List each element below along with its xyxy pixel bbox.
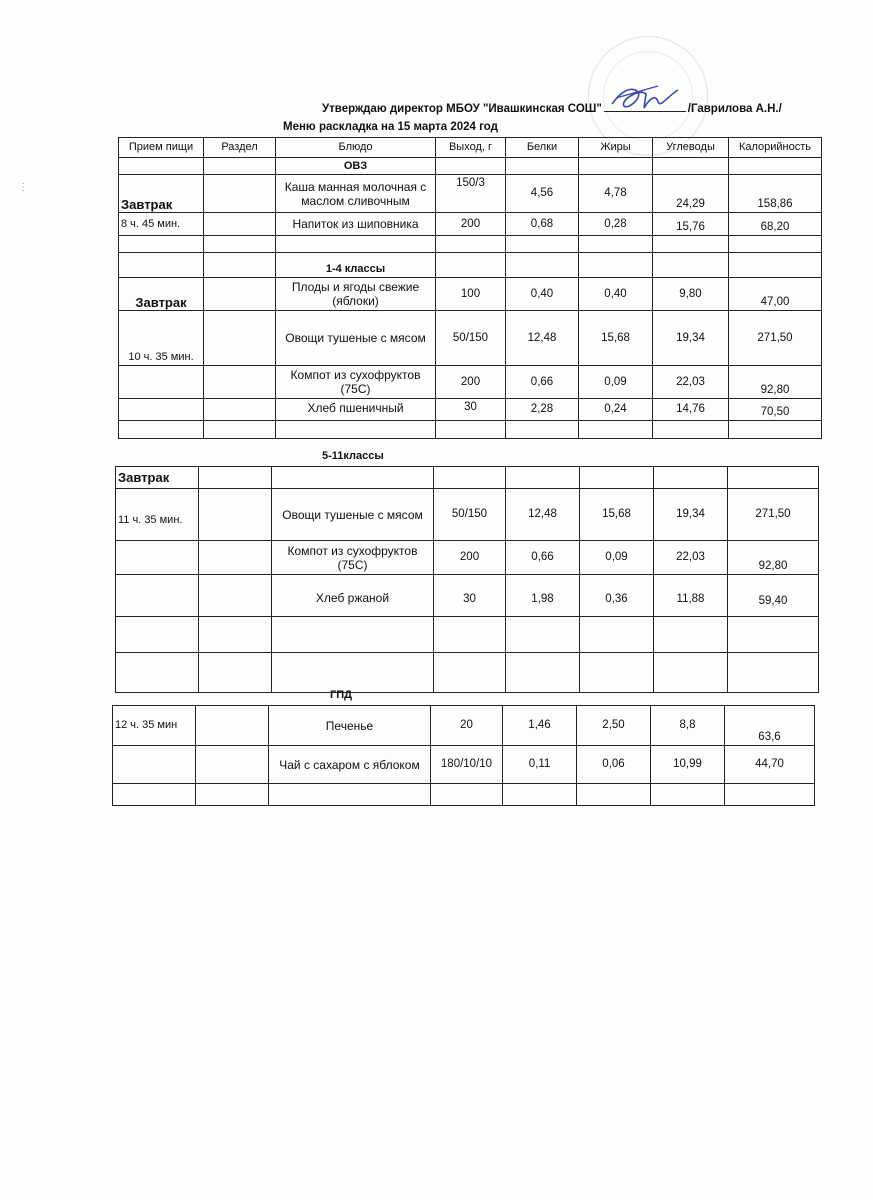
section-ovz: ОВЗ xyxy=(276,158,436,175)
section-row-ovz xyxy=(119,158,822,175)
dish-protein: 12,48 xyxy=(506,489,580,541)
col-meal: Прием пищи xyxy=(119,138,204,158)
meal-time: 10 ч. 35 мин. xyxy=(119,311,204,366)
meal-time: 8 ч. 45 мин. xyxy=(119,213,204,236)
dish-yield: 50/150 xyxy=(434,489,506,541)
dish-fat: 0,36 xyxy=(580,575,654,617)
menu-table-grade5-11 xyxy=(115,466,819,693)
dish-kcal: 44,70 xyxy=(725,746,815,784)
dish-carbs: 22,03 xyxy=(653,366,729,399)
meal-time: 11 ч. 35 мин. xyxy=(116,489,199,541)
dish-protein: 0,40 xyxy=(506,278,579,311)
empty-row xyxy=(113,784,815,806)
table-row xyxy=(116,467,819,489)
menu-title: Меню раскладка на 15 марта 2024 год xyxy=(283,121,498,133)
dish-carbs: 19,34 xyxy=(653,311,729,366)
section-grade1-4: 1-4 классы xyxy=(276,253,436,278)
dish-fat: 0,40 xyxy=(579,278,653,311)
dish-yield: 180/10/10 xyxy=(431,746,503,784)
header-row xyxy=(119,138,822,158)
col-dish: Блюдо xyxy=(276,138,436,158)
dish-fat: 0,09 xyxy=(580,541,654,575)
dish-yield: 150/3 xyxy=(436,175,506,213)
approval-line xyxy=(322,101,782,115)
dish-fat: 2,50 xyxy=(577,706,651,746)
dish-name: Печенье xyxy=(269,706,431,746)
dish-yield: 200 xyxy=(434,541,506,575)
col-yield: Выход, г xyxy=(436,138,506,158)
dish-name: Хлеб ржаной xyxy=(272,575,434,617)
dish-kcal: 70,50 xyxy=(729,399,822,421)
menu-table-top xyxy=(118,137,822,439)
dish-protein: 1,46 xyxy=(503,706,577,746)
meal-label: Завтрак xyxy=(116,467,199,489)
table-row xyxy=(116,575,819,617)
dish-carbs: 24,29 xyxy=(653,175,729,213)
dish-kcal: 68,20 xyxy=(729,213,822,236)
dish-kcal: 63,6 xyxy=(725,706,815,746)
table-row xyxy=(119,213,822,236)
section-row-grade1-4 xyxy=(119,253,822,278)
dish-carbs: 15,76 xyxy=(653,213,729,236)
dish-kcal: 271,50 xyxy=(728,489,819,541)
dish-fat: 0,06 xyxy=(577,746,651,784)
dish-yield: 200 xyxy=(436,213,506,236)
dish-fat: 0,09 xyxy=(579,366,653,399)
director-name: /Гаврилова А.Н./ xyxy=(687,103,782,115)
dish-name: Хлеб пшеничный xyxy=(276,399,436,421)
dish-yield: 50/150 xyxy=(436,311,506,366)
empty-row xyxy=(116,617,819,653)
dish-carbs: 19,34 xyxy=(654,489,728,541)
dish-protein: 2,28 xyxy=(506,399,579,421)
dish-carbs: 10,99 xyxy=(651,746,725,784)
dish-carbs: 22,03 xyxy=(654,541,728,575)
dish-name: Каша манная молочная с маслом сливочным xyxy=(276,175,436,213)
meal-label: Завтрак xyxy=(119,175,204,213)
table-row xyxy=(119,366,822,399)
dish-fat: 15,68 xyxy=(579,311,653,366)
dish-fat: 4,78 xyxy=(579,175,653,213)
dish-protein: 0,68 xyxy=(506,213,579,236)
dish-kcal: 158,86 xyxy=(729,175,822,213)
dish-yield: 20 xyxy=(431,706,503,746)
dish-yield: 100 xyxy=(436,278,506,311)
dish-kcal: 59,40 xyxy=(728,575,819,617)
dish-protein: 0,66 xyxy=(506,541,580,575)
dish-fat: 0,24 xyxy=(579,399,653,421)
dish-name: Чай с сахаром с яблоком xyxy=(269,746,431,784)
table-row xyxy=(113,706,815,746)
col-section: Раздел xyxy=(204,138,276,158)
table-row xyxy=(113,746,815,784)
table-row xyxy=(119,311,822,366)
dish-protein: 1,98 xyxy=(506,575,580,617)
meal-label: Завтрак xyxy=(119,278,204,311)
empty-row xyxy=(119,421,822,439)
table-row xyxy=(119,175,822,213)
dish-carbs: 14,76 xyxy=(653,399,729,421)
dish-kcal: 92,80 xyxy=(729,366,822,399)
margin-mark: . : xyxy=(22,177,25,193)
dish-name: Компот из сухофруктов (75С) xyxy=(272,541,434,575)
dish-protein: 0,66 xyxy=(506,366,579,399)
dish-protein: 12,48 xyxy=(506,311,579,366)
dish-carbs: 8,8 xyxy=(651,706,725,746)
col-fat: Жиры xyxy=(579,138,653,158)
dish-name: Овощи тушеные с мясом xyxy=(276,311,436,366)
col-protein: Белки xyxy=(506,138,579,158)
dish-yield: 200 xyxy=(436,366,506,399)
table-row xyxy=(119,278,822,311)
dish-fat: 15,68 xyxy=(580,489,654,541)
signature-line xyxy=(604,101,686,112)
dish-carbs: 11,88 xyxy=(654,575,728,617)
empty-row xyxy=(119,236,822,253)
dish-kcal: 47,00 xyxy=(729,278,822,311)
dish-carbs: 9,80 xyxy=(653,278,729,311)
dish-kcal: 92,80 xyxy=(728,541,819,575)
table-row xyxy=(116,541,819,575)
dish-protein: 0,11 xyxy=(503,746,577,784)
table-row xyxy=(119,399,822,421)
dish-name: Компот из сухофруктов (75С) xyxy=(276,366,436,399)
section-grade5-11: 5-11классы xyxy=(322,450,384,462)
dish-yield: 30 xyxy=(436,399,506,421)
col-carbs: Углеводы xyxy=(653,138,729,158)
dish-name: Овощи тушеные с мясом xyxy=(272,489,434,541)
empty-row xyxy=(116,653,819,693)
dish-name: Напиток из шиповника xyxy=(276,213,436,236)
col-kcal: Калорийность xyxy=(729,138,822,158)
dish-protein: 4,56 xyxy=(506,175,579,213)
dish-yield: 30 xyxy=(434,575,506,617)
approval-text: Утверждаю директор МБОУ "Ивашкинская СОШ" xyxy=(322,103,602,115)
table-row xyxy=(116,489,819,541)
dish-kcal: 271,50 xyxy=(729,311,822,366)
meal-time: 12 ч. 35 мин xyxy=(113,706,196,746)
dish-name: Плоды и ягоды свежие (яблоки) xyxy=(276,278,436,311)
section-gpd: ГПД xyxy=(330,689,352,701)
dish-fat: 0,28 xyxy=(579,213,653,236)
menu-table-gpd xyxy=(112,705,815,806)
